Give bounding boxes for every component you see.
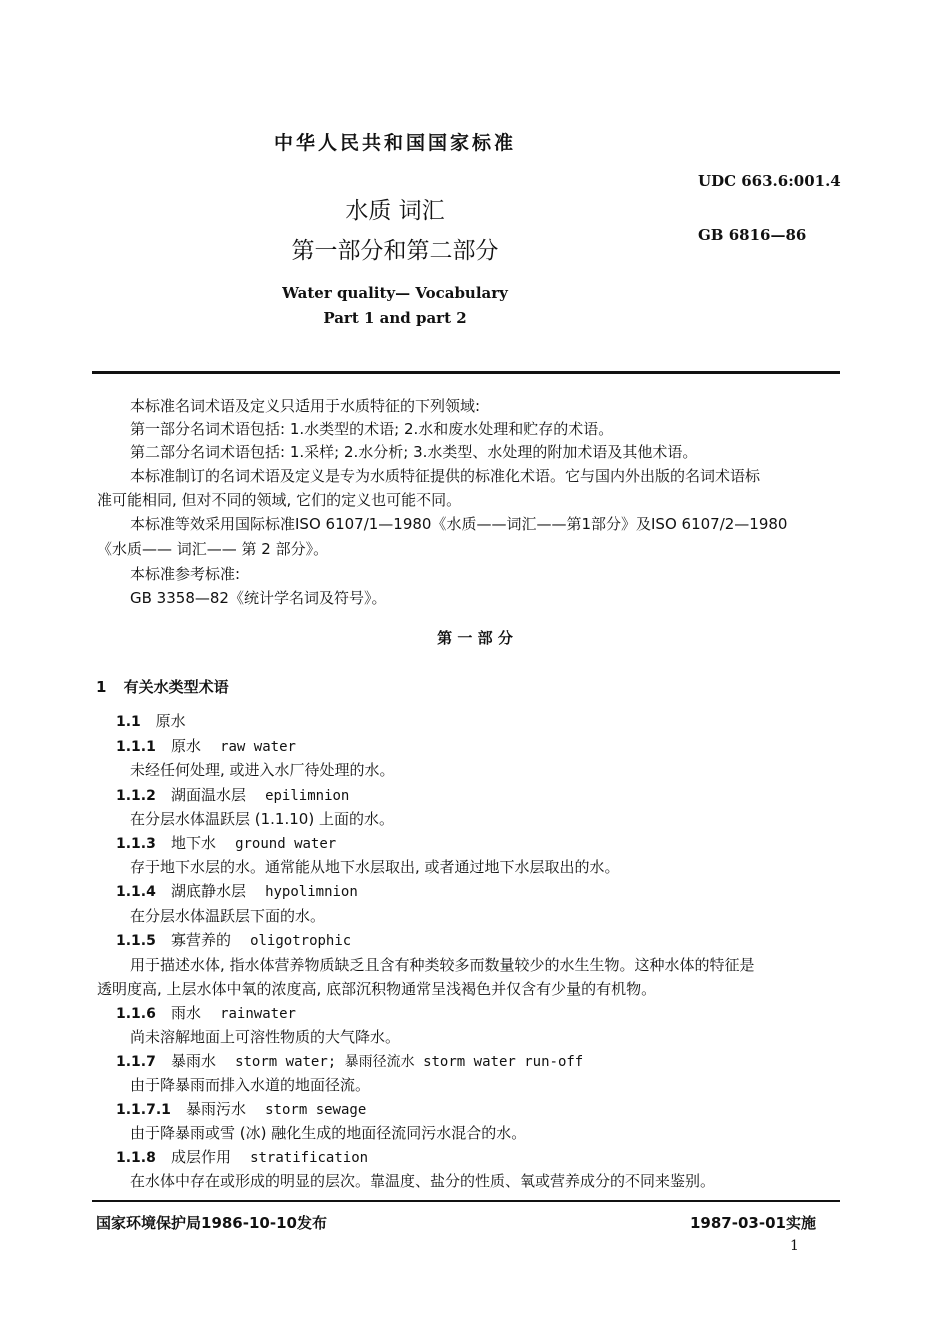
term-en: storm sewage [265, 1102, 367, 1118]
intro-line: GB 3358—82《统计学名词及符号》。 [130, 589, 387, 607]
term-cn: 原水 [170, 737, 201, 755]
term-number: 1.1.7.1 [116, 1102, 171, 1118]
term-en: ground water [235, 836, 337, 852]
term-heading [116, 1098, 366, 1119]
udc-code: UDC 663.6:001.4 [698, 172, 841, 190]
term-heading [116, 1002, 296, 1023]
term-cn: 暴雨水 [170, 1052, 216, 1070]
term-heading [116, 929, 351, 950]
term-definition: 用于描述水体, 指水体营养物质缺乏且含有种类较多而数量较少的水生生物。这种水体的特征是 [130, 956, 755, 974]
section-heading [96, 676, 229, 697]
term-en: oligotrophic [250, 933, 352, 949]
term-en: stratification [250, 1150, 369, 1166]
term-heading [116, 1050, 583, 1071]
part-heading: 第 一 部 分 [437, 629, 513, 647]
intro-line: 本标准制订的名词术语及定义是专为水质特征提供的标准化术语。它与国内外出版的名词术语标 [130, 467, 761, 485]
term-definition: 由于降暴雨而排入水道的地面径流。 [130, 1076, 371, 1094]
title-cn-line-2: 第一部分和第二部分 [291, 238, 499, 264]
term-heading [116, 784, 349, 805]
intro-line: 第一部分名词术语包括: 1.水类型的术语; 2.水和废水处理和贮存的术语。 [130, 420, 614, 438]
term-cn: 雨水 [170, 1004, 201, 1022]
term-number: 1.1.4 [116, 884, 156, 900]
subsection-heading [116, 710, 186, 731]
term-en: hypolimnion [265, 884, 358, 900]
term-number: 1.1.7 [116, 1054, 156, 1070]
term-definition: 由于降暴雨或雪 (冰) 融化生成的地面径流同污水混合的水。 [130, 1124, 527, 1142]
term-definition: 存于地下水层的水。通常能从地下水层取出, 或者通过地下水层取出的水。 [130, 858, 620, 876]
term-definition: 在分层水体温跃层下面的水。 [130, 907, 326, 925]
term-number: 1.1.6 [116, 1006, 156, 1022]
term-number: 1.1.5 [116, 933, 156, 949]
term-definition: 在分层水体温跃层 (1.1.10) 上面的水。 [130, 810, 394, 828]
term-definition: 透明度高, 上层水体中氧的浓度高, 底部沉积物通常呈浅褐色并仅含有少量的有机物。 [97, 980, 657, 998]
national-standard-heading: 中华人民共和国国家标准 [273, 132, 516, 154]
header-divider [92, 371, 840, 374]
title-en-line-2: Part 1 and part 2 [323, 309, 467, 327]
term-number: 1.1.3 [116, 836, 156, 852]
page-number: 1 [790, 1238, 799, 1254]
intro-line: 本标准名词术语及定义只适用于水质特征的下列领域: [130, 397, 481, 415]
intro-line: 第二部分名词术语包括: 1.采样; 2.水分析; 3.水类型、水处理的附加术语及其他术语。 [130, 443, 698, 461]
issue-date: 国家环境保护局1986-10-10发布 [96, 1214, 327, 1232]
term-number: 1.1.8 [116, 1150, 156, 1166]
term-cn: 成层作用 [170, 1148, 231, 1166]
term-heading [116, 1146, 368, 1167]
term-en: storm water; 暴雨径流水 storm water run-off [235, 1054, 584, 1070]
footer-divider [92, 1200, 840, 1202]
effective-date: 1987-03-01实施 [690, 1214, 816, 1232]
term-en: raw water [220, 739, 296, 755]
term-heading [116, 832, 336, 853]
term-en: rainwater [220, 1006, 296, 1022]
term-definition: 未经任何处理, 或进入水厂待处理的水。 [130, 761, 395, 779]
title-en-line-1: Water quality— Vocabulary [282, 284, 508, 302]
term-cn: 湖底静水层 [170, 882, 246, 900]
term-number: 1.1.1 [116, 739, 156, 755]
term-definition: 尚未溶解地面上可溶性物质的大气降水。 [130, 1028, 401, 1046]
intro-line: 本标准等效采用国际标准ISO 6107/1—1980《水质——词汇——第1部分》及ISO 6107/2—1980 [130, 515, 788, 533]
term-definition: 在水体中存在或形成的明显的层次。靠温度、盐分的性质、氧或营养成分的不同来鉴别。 [130, 1172, 716, 1190]
term-number: 1.1.2 [116, 788, 156, 804]
intro-line: 《水质—— 词汇—— 第 2 部分》。 [97, 540, 329, 558]
subsection-number: 1.1 [116, 714, 141, 730]
subsection-title: 原水 [155, 712, 186, 730]
term-cn: 地下水 [170, 834, 216, 852]
intro-line: 本标准参考标准: [130, 565, 241, 583]
intro-line: 准可能相同, 但对不同的领域, 它们的定义也可能不同。 [97, 491, 462, 509]
term-en: epilimnion [265, 788, 350, 804]
gb-code: GB 6816—86 [698, 226, 807, 244]
section-number: 1 [96, 678, 107, 696]
term-heading [116, 735, 296, 756]
term-cn: 湖面温水层 [170, 786, 246, 804]
section-title: 有关水类型术语 [123, 678, 229, 696]
title-cn-line-1: 水质 词汇 [345, 198, 445, 224]
term-heading [116, 880, 358, 901]
term-cn: 暴雨污水 [186, 1100, 247, 1118]
term-cn: 寡营养的 [170, 931, 231, 949]
